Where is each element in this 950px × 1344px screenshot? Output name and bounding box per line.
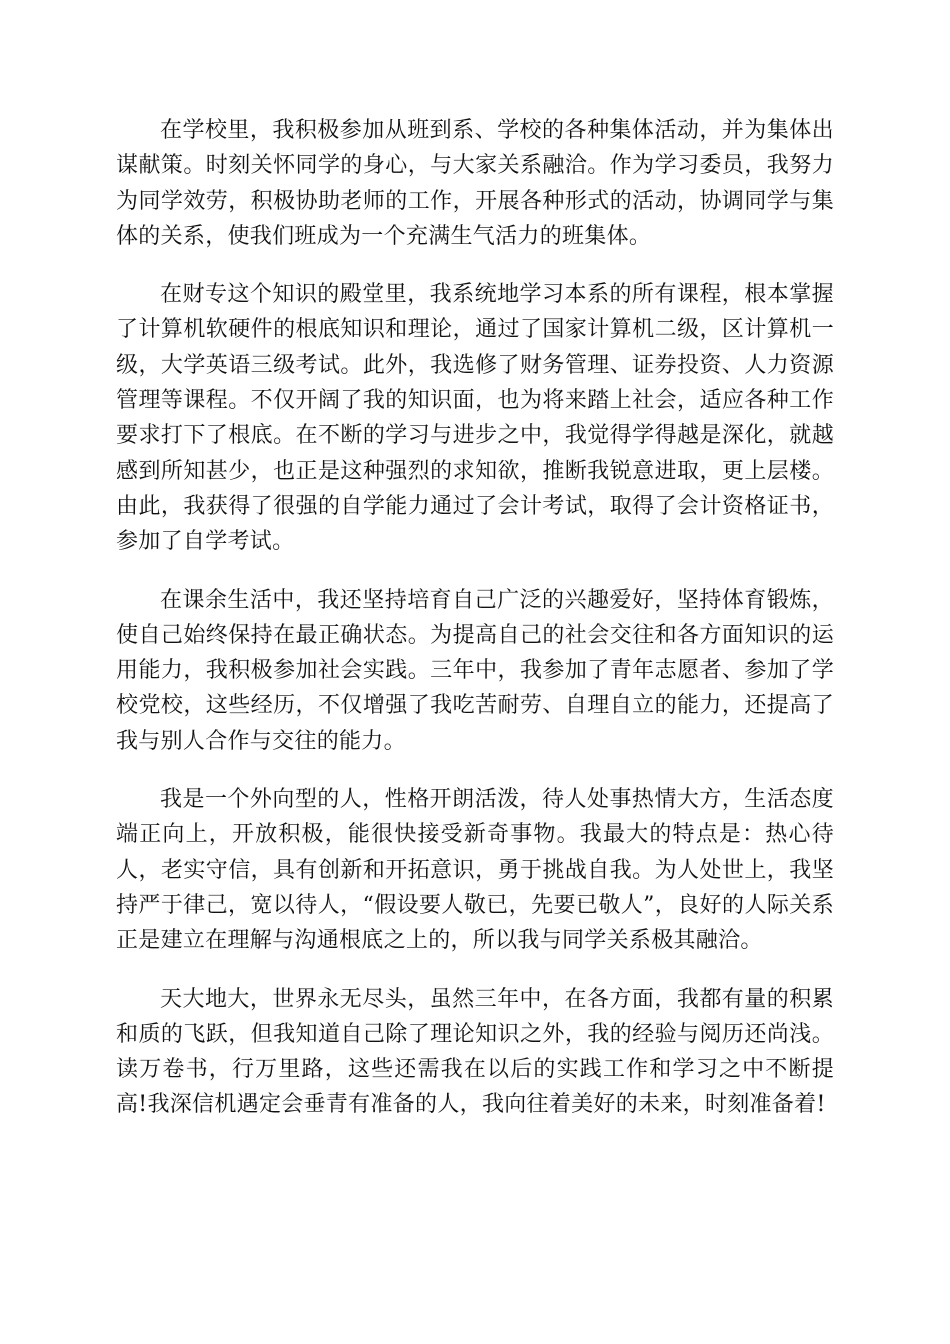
paragraph-personality: 我是一个外向型的人，性格开朗活泼，待人处事热情大方，生活态度端正向上，开放积极，能很快接受新奇事物。我最大的特点是：热心待人，老实守信，具有创新和开拓意识，勇于挑战自我。为人处世上，我坚持严于律己，宽以待人，“假设要人敬已，先要已敬人”，良好的人际关系正是建立在理解与沟通根底之上的，所以我与同学关系极其融洽。 [116,787,834,954]
paragraph-school-activities: 在学校里，我积极参加从班到系、学校的各种集体活动，并为集体出谋献策。时刻关怀同学的身心，与大家关系融洽。作为学习委员，我努力为同学效劳，积极协助老师的工作，开展各种形式的活动，协调同学与集体的关系，使我们班成为一个充满生气活力的班集体。 [116,118,834,249]
paragraph-extracurricular: 在课余生活中，我还坚持培育自己广泛的兴趣爱好，坚持体育锻炼，使自己始终保持在最正确状态。为提高自己的社会交往和各方面知识的运用能力，我积极参加社会实践。三年中，我参加了青年志愿者、参加了学校党校，这些经历，不仅增强了我吃苦耐劳、自理自立的能力，还提高了我与别人合作与交往的能力。 [116,587,834,754]
document-body [116,113,834,1146]
paragraph-studies: 在财专这个知识的殿堂里，我系统地学习本系的所有课程，根本掌握了计算机软硬件的根底知识和理论，通过了国家计算机二级，区计算机一级，大学英语三级考试。此外，我选修了财务管理、证券投资、人力资源管理等课程。不仅开阔了我的知识面，也为将来踏上社会，适应各种工作要求打下了根底。在不断的学习与进步之中，我觉得学得越是深化，就越感到所知甚少，也正是这种强烈的求知欲，推断我锐意进取，更上层楼。由此，我获得了很强的自学能力通过了会计考试，取得了会计资格证书，参加了自学考试。 [116,282,834,555]
paragraph-outlook: 天大地大，世界永无尽头，虽然三年中，在各方面，我都有量的积累和质的飞跃，但我知道自己除了理论知识之外，我的经验与阅历还尚浅。读万卷书，行万里路，这些还需我在以后的实践工作和学习之中不断提高!我深信机遇定会垂青有准备的人，我向往着美好的未来，时刻准备着! [116,986,834,1118]
